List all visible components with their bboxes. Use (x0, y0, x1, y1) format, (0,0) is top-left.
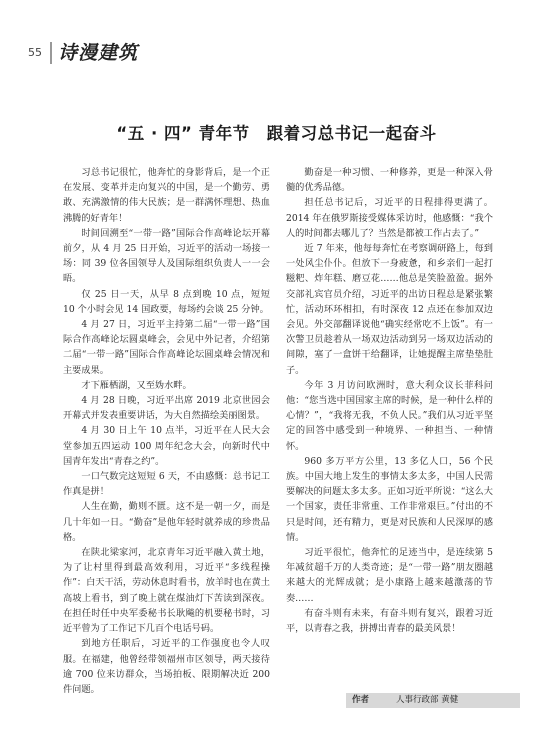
section-title: 诗漫建筑 (58, 42, 139, 64)
paragraph: 才下雁栖湖，又至妫水畔。 (81, 379, 192, 391)
paragraph: 4 月 30 日上午 10 点半，习近平在人民大会堂参加五四运动 100 周年纪念大会，向新时代中国青年发出“青春之约”。 (63, 425, 270, 467)
paragraph: 习总书记很忙，他奔忙的身影背后，是一个正在发展、变革并走向复兴的中国，是一个勤劳、勇敢、充满激情的伟大民族；是一群满怀理想、热血沸腾的好青年！ (63, 167, 270, 224)
paragraph: 有奋斗则有未来，有奋斗则有复兴，跟着习近平，以青春之我，拼搏出青春的最美风景！ (286, 607, 493, 635)
right-column (286, 165, 493, 636)
paragraph: 到地方任职后，习近平的工作强度也令人叹服。在福建，他曾经带领福州市区领导，两天接待逾 700 位来访群众，当场拍板、限期解决近 200 件问题。 (63, 638, 270, 695)
paragraph: 960 多万平方公里，13 多亿人口，56 个民族。中国大地上发生的事情太多太多，中国人民需要解决的问题太多太多。正如习近平所说：“这么大一个国家，责任非常重、工作非常艰巨。”付出的不只是时间，还有精力，更是对民族和人民深厚的感情。 (286, 455, 493, 543)
paragraph: 仅 25 日一天，从早 8 点到晚 10 点，短短 10 个小时会见 14 国政要，每场约会谈 25 分钟。 (63, 288, 270, 315)
paragraph: 时间回溯至“一带一路”国际合作高峰论坛开幕前夕，从 4 月 25 日开始，习近平的活动一场接一场：同 39 位各国领导人及国际组织负责人一一会晤。 (63, 227, 270, 285)
page-number: 55 (28, 46, 42, 59)
paragraph: 担任总书记后，习近平的日程排得更满了。2014 年在俄罗斯接受媒体采访时，他感慨：“我个人的时间都去哪儿了？当然是都被工作占去了。” (286, 197, 493, 239)
paragraph: 今年 3 月访问欧洲时，意大利众议长菲科问他：“您当选中国国家主席的时候，是一种什么样的心情？”，“我将无我，不负人民。”我们从习近平坚定的回答中感受到一种境界、一种担当、一种情怀。 (286, 379, 493, 452)
paragraph: 人生在勤，勤则不匮。这不是一朝一夕，而是几十年如一日。“勤奋”是他年轻时就养成的珍贵品格。 (63, 501, 270, 543)
left-column (63, 165, 270, 697)
paragraph: 近 7 年来，他每每奔忙在考察调研路上，每到一处风尘仆仆。但放下一身疲惫，和乡亲们一起打糍粑、炸年糕、磨豆花……他总是笑脸盈盈。据外交部礼宾官员介绍，习近平的出访日程总是紧张繁忙，活动环环相扣，有时深夜 12 点还在参加双边会见。外交部翻译说他“确实经常吃不上饭”。有一次警卫员趁着从一场双边活动到另一场双边活动的间隙，塞了一盒饼干给翻译，让她提醒主席垫垫肚子。 (286, 243, 493, 376)
paragraph: 习近平很忙，他奔忙的足迹当中，是连续第 5 年减贫超千万的人类奇迹；是“一带一路”朋友圈越来越大的光辉成就；是小康路上越来越激荡的节奏…… (286, 547, 493, 604)
header-divider (50, 42, 52, 64)
author-label: 作者 (352, 695, 370, 705)
paragraph: 勤奋是一种习惯、一种修养，更是一种深入骨髓的优秀品德。 (286, 167, 493, 194)
paragraph: 在陕北梁家河，北京青年习近平融入黄土地，为了让村里得到最高效利用，习近平“多线程操作”：白天干活，劳动休息时看书，放羊时也在黄土高坡上看书，到了晚上就在煤油灯下苦读到深夜。在担任时任中央军委秘书长耿飚的机要秘书时，习近平曾为了工作记下几百个电话号码。 (63, 547, 270, 635)
paragraph: 4 月 28 日晚，习近平出席 2019 北京世园会开幕式并发表重要讲话，为大自然描绘美丽图景。 (63, 395, 270, 422)
article-title: “五 · 四” 青年节 跟着习总书记一起奋斗 (116, 124, 437, 143)
paragraph: 一口气数完这短短 6 天，不由感慨：总书记工作真是拼！ (63, 471, 270, 498)
author-name: 人事行政部 黄健 (396, 695, 459, 705)
author-bar (346, 693, 520, 708)
paragraph: 4 月 27 日，习近平主持第二届“一带一路”国际合作高峰论坛圆桌峰会，会见中外记者，介绍第二届“一带一路”国际合作高峰论坛圆桌峰会情况和主要成果。 (63, 319, 270, 376)
page-header (28, 38, 528, 68)
